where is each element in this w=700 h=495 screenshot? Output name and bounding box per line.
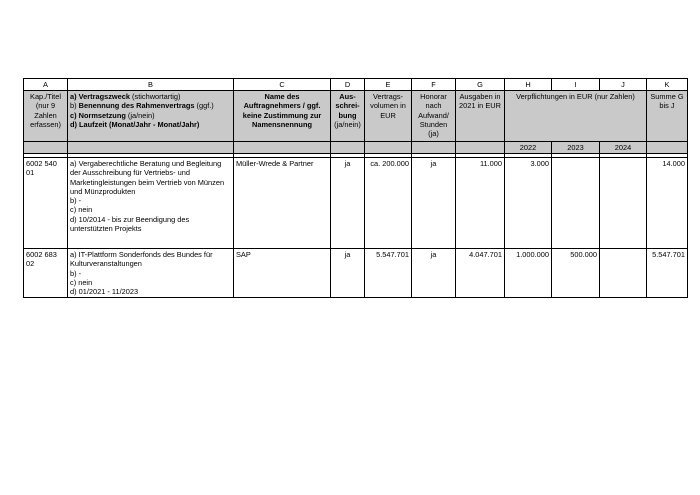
header-kap-titel: Kap./Titel (nur 9 Zahlen erfassen)	[24, 91, 68, 142]
cell-vertragsvolumen: ca. 200.000	[365, 158, 412, 249]
column-letter: F	[412, 79, 456, 91]
table-row	[24, 158, 688, 249]
contracts-table	[23, 78, 688, 298]
header-row	[24, 91, 688, 128]
cell-kap-titel: 6002 683 02	[24, 249, 68, 298]
column-letter: I	[552, 79, 600, 91]
cell-vertragsvolumen: 5.547.701	[365, 249, 412, 298]
header-line-b: b) Benennung des Rahmenvertrags (ggf.)	[70, 101, 214, 111]
years-row	[24, 142, 688, 154]
cell-summe: 14.000	[647, 158, 688, 249]
cell-ausgaben-2021: 11.000	[456, 158, 505, 249]
cell-ausschreibung: ja	[331, 158, 365, 249]
column-letter: H	[505, 79, 552, 91]
cell-kap-titel: 6002 540 01	[24, 158, 68, 249]
column-letter: E	[365, 79, 412, 91]
header-summe: Summe G bis J	[647, 91, 688, 142]
cell-ausgaben-2021: 4.047.701	[456, 249, 505, 298]
header-vertragsvolumen: Vertrags-volumen in EUR	[365, 91, 412, 142]
cell-honorar: ja	[412, 249, 456, 298]
cell-2024	[600, 249, 647, 298]
header-vertragszweck	[68, 91, 234, 142]
column-letter: A	[24, 79, 68, 91]
column-letter: G	[456, 79, 505, 91]
header-ausgaben-2021: Ausgaben in 2021 in EUR	[456, 91, 505, 142]
column-letter: D	[331, 79, 365, 91]
cell-2022: 3.000	[505, 158, 552, 249]
column-letter: J	[600, 79, 647, 91]
cell-vertragszweck: a) Vergaberechtliche Beratung und Begleitung der Ausschreibung für Vertriebs- und Marketingleistungen beim Vertrieb von Münzen und Münzprodukten b) - c) nein d) 10/2014 - bis zur Beendigung des unterstützten Projekts	[68, 158, 234, 249]
column-letters-row	[24, 79, 688, 91]
year-2023: 2023	[552, 142, 600, 154]
header-line-d: d) Laufzeit (Monat/Jahr - Monat/Jahr)	[70, 119, 200, 129]
cell-2022: 1.000.000	[505, 249, 552, 298]
year-2022: 2022	[505, 142, 552, 154]
year-2024: 2024	[600, 142, 647, 154]
column-letter: K	[647, 79, 688, 91]
table-row	[24, 249, 688, 298]
cell-auftragnehmer: SAP	[234, 249, 331, 298]
header-line-a: a) Vertragszweck (stichwortartig)	[70, 92, 181, 101]
header-line-c: c) Normsetzung (ja/nein)	[70, 110, 155, 120]
header-verpflichtungen: Verpflichtungen in EUR (nur Zahlen)	[505, 91, 647, 128]
column-letter: B	[68, 79, 234, 91]
cell-honorar: ja	[412, 158, 456, 249]
cell-summe: 5.547.701	[647, 249, 688, 298]
column-letter: C	[234, 79, 331, 91]
header-ausschreibung: Aus-schrei-bung (ja/nein)	[331, 91, 365, 142]
cell-2024	[600, 158, 647, 249]
cell-ausschreibung: ja	[331, 249, 365, 298]
cell-vertragszweck: a) IT-Plattform Sonderfonds des Bundes für Kulturveranstaltungen b) - c) nein d) 01/2021 - 11/2023	[68, 249, 234, 298]
cell-2023	[552, 158, 600, 249]
header-honorar: Honorar nach Aufwand/ Stunden (ja)	[412, 91, 456, 142]
cell-auftragnehmer: Müller-Wrede & Partner	[234, 158, 331, 249]
cell-2023: 500.000	[552, 249, 600, 298]
header-auftragnehmer: Name des Auftragnehmers / ggf. keine Zustimmung zur Namensnennung	[234, 91, 331, 142]
